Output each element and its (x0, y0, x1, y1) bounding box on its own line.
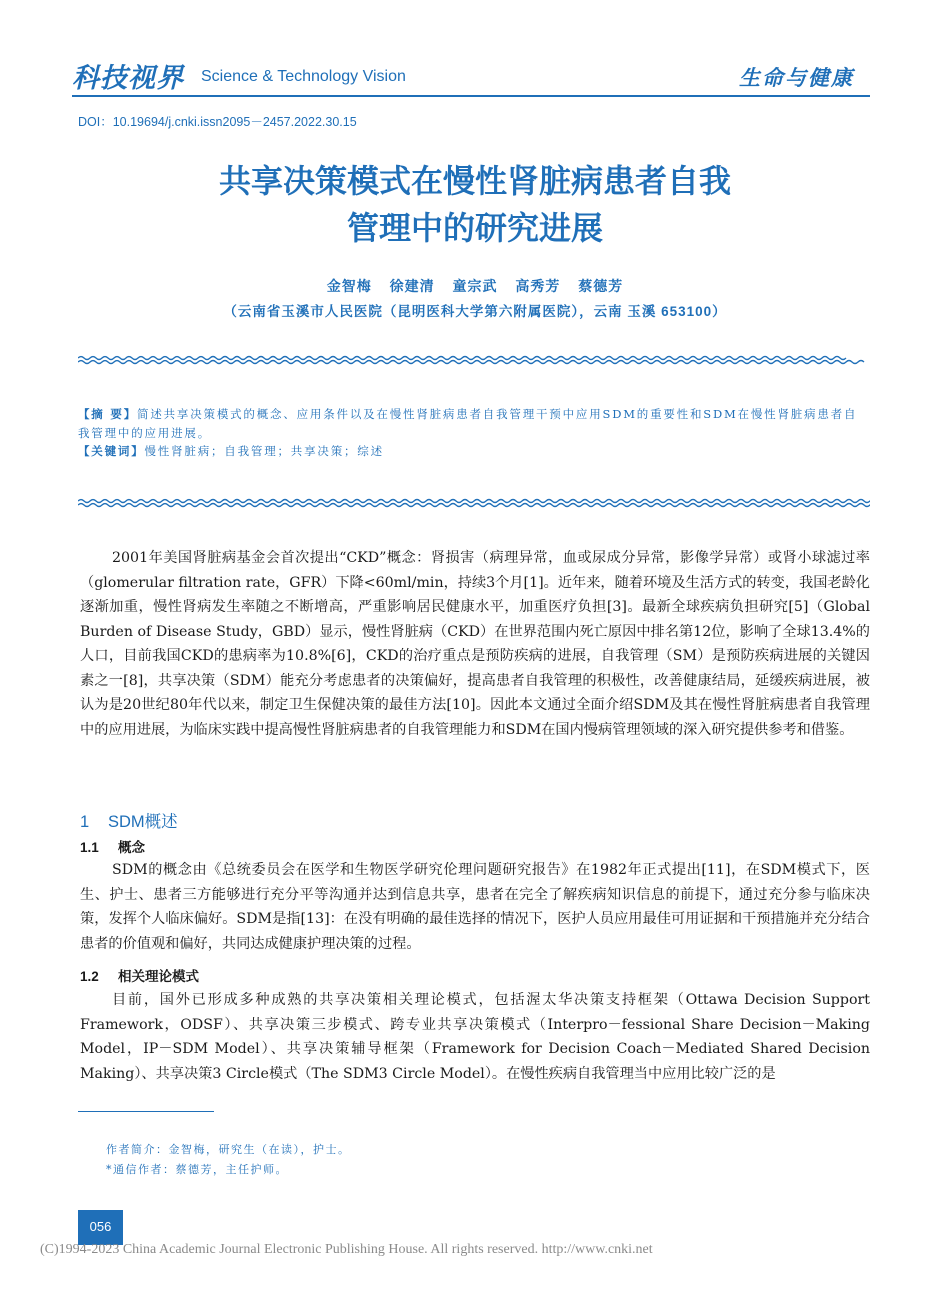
section-1-2-heading (80, 965, 199, 985)
keywords-text: 慢性肾脏病；自我管理；共享决策；综述 (144, 444, 384, 458)
section-label: 生命与健康 (739, 65, 854, 90)
authors: 金智梅 徐建清 童宗武 高秀芳 蔡德芳 (326, 279, 624, 295)
affiliation: （云南省玉溪市人民医院（昆明医科大学第六附属医院），云南 玉溪 653100） (223, 304, 727, 319)
section-1-title: SDM概述 (108, 813, 178, 831)
title-line-1: 共享决策模式在慢性肾脏病患者自我 (218, 162, 731, 200)
footnote-rule (78, 1111, 214, 1112)
abstract (78, 405, 870, 443)
section-1-heading (80, 808, 178, 832)
keywords-label: 【关键词】 (78, 444, 145, 458)
abstract-text: 简述共享决策模式的概念、应用条件以及在慢性肾脏病患者自我管理干预中应用SDM的重要性和SDM在慢性肾脏病患者自我管理中的应用进展。 (78, 407, 858, 440)
doi: DOI：10.19694/j.cnki.issn2095－2457.2022.30.15 (78, 115, 357, 129)
footnote-correspondence: *通信作者：蔡德芳，主任护师。 (106, 1163, 288, 1176)
footnote-author-bio: 作者简介：金智梅，研究生（在读），护士。 (106, 1143, 351, 1156)
page-number: 056 (89, 1219, 112, 1234)
title-line-2: 管理中的研究进展 (346, 209, 603, 247)
intro-paragraph: 2001年美国肾脏病基金会首次提出“CKD”概念：肾损害（病理异常，血或尿成分异常，影像学异常）或肾小球滤过率（glomerular filtration rate，GFR）下降<60ml/min，持续3个月[1]。近年来，随着环境及生活方式的转变，我国老龄化逐渐加重，慢性肾病发生率随之不断增高，严重影响居民健康水平，加重医疗负担[3]。最新全球疾病负担研究[5]（Global Burden of Disease Study，GBD）显示，慢性肾脏病（CKD）在世界范围内死亡原因中排名第12位，影响了全球13.4%的人口，目前我国CKD的患病率为10.8%[6]，CKD的治疗重点是预防疾病的进展，自我管理（SM）是预防疾病进展的关键因素之一[8]，共享决策（SDM）能充分考虑患者的决策偏好，提高患者自我管理的积极性，改善健康结局，延缓疾病进展，被认为是20世纪80年代以来，制定卫生保健决策的最佳方法[10]。因此本文通过全面介绍SDM及其在慢性肾脏病患者自我管理中的应用进展，为临床实践中提高慢性肾脏病患者的自我管理能力和SDM在国内慢病管理领域的深入研究提供参考和借鉴。 (80, 550, 870, 738)
journal-name-en: Science & Technology Vision (201, 68, 406, 85)
wavy-divider-top (78, 355, 870, 365)
section-1-number: 1 (80, 813, 90, 831)
article-title (75, 158, 875, 252)
copyright-watermark: (C)1994-2023 China Academic Journal Electronic Publishing House. All rights reserved. http://www.cnki.net (40, 1242, 653, 1257)
journal-logo-cn: 科技视界 (72, 63, 184, 94)
section-1-1-heading (80, 836, 145, 856)
section-1-1-number: 1.1 (80, 840, 99, 855)
section-1-2-paragraph: 目前，国外已形成多种成熟的共享决策相关理论模式，包括渥太华决策支持框架（Ottawa Decision Support Framework，ODSF）、共享决策三步模式、跨专业共享决策模式（Interpro－fessional Share Decision－Making Model，IP－SDM Model）、共享决策辅导框架（Framework for Decision Coach－Mediated Shared Decision Making）、共享决策3 Circle模式（The SDM3 Circle Model）。在慢性疾病自我管理当中应用比较广泛的是 (80, 992, 870, 1082)
section-1-2-number: 1.2 (80, 969, 99, 984)
section-1-2-title: 相关理论模式 (118, 969, 199, 984)
keywords (78, 443, 870, 459)
wavy-divider-bottom (78, 498, 870, 508)
section-1-1-title: 概念 (118, 840, 145, 855)
section-1-1-paragraph: SDM的概念由《总统委员会在医学和生物医学研究伦理问题研究报告》在1982年正式提出[11]，在SDM模式下，医生、护士、患者三方能够进行充分平等沟通并达到信息共享，患者在完全了解疾病知识信息的前提下，通过充分参与临床决策，发挥个人临床偏好。SDM是指[13]：在没有明确的最佳选择的情况下，医护人员应用最佳可用证据和干预措施并充分结合患者的价值观和偏好，共同达成健康护理决策的过程。 (80, 862, 870, 952)
abstract-label: 【摘 要】 (78, 407, 138, 421)
header-rule (72, 95, 870, 97)
